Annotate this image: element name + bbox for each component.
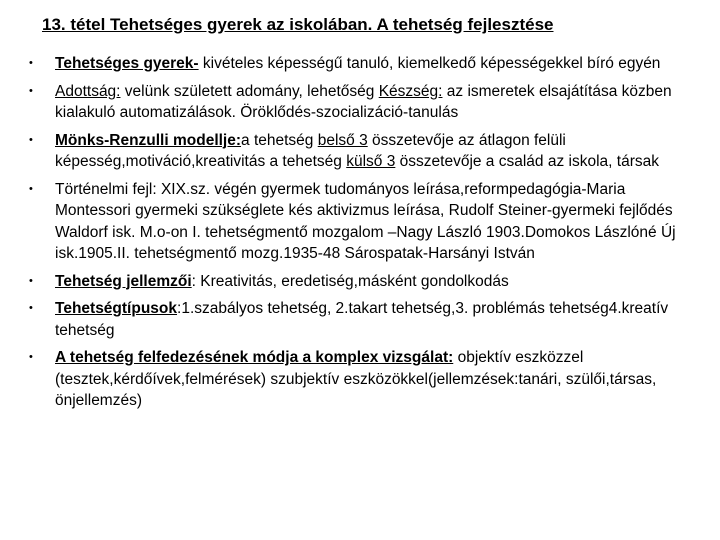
bullet-text: az ismeretek elsajátítása közben kialakuló automatizálások. Öröklődés-szocializáció-tanulás (55, 82, 672, 121)
bullet-text: összetevője a család az iskola, társak (395, 153, 659, 170)
bullet-text: Tehetségtípusok (55, 300, 178, 317)
bullet-text: kivételes képességű tanuló, kiemelkedő képességekkel bíró egyén (198, 55, 661, 72)
bullet-list (0, 53, 720, 418)
bullet-text: külső 3 (346, 153, 396, 170)
bullet-item (0, 271, 695, 293)
bullet-text: összetevője az átlagon felüli képesség,motiváció,kreativitás a tehetség (55, 131, 566, 170)
bullet-item (0, 53, 695, 75)
bullet-text: velünk született adomány, lehetőség (120, 82, 379, 100)
bullet-text: :1.szabályos tehetség, 2.takart tehetség,3. problémás tehetség4.kreatív tehetség (55, 300, 669, 339)
bullet-item (0, 81, 695, 124)
bullet-text: A tehetség felfedezésének módja a komplex vizsgálat: (55, 349, 454, 366)
bullet-item (0, 179, 695, 265)
bullet-marker: • (29, 182, 33, 195)
bullet-marker: • (29, 351, 33, 363)
bullet-text: belső 3 (317, 131, 368, 149)
bullet-marker: • (29, 274, 33, 287)
bullet-text: Történelmi fejl: XIX.sz. végén gyermek tudományos leírása,reformpedagógia-Maria Montessori gyermeki szükséglete kés aktivizmus leírása, Rudolf Steiner-gyermeki fejlődés Waldorf isk. M.o-on I. tehetségmentő mozgalom –Nagy László 1903.Domokos Lászlóné Új isk.1905.II. tehetségmentő mozg.1935-48 Sárospatak-Harsányi István (55, 180, 676, 262)
bullet-text: Tehetség jellemzői (55, 272, 192, 290)
bullet-text: Készség: (378, 82, 443, 100)
bullet-marker: • (29, 84, 33, 97)
bullet-text: Tehetséges gyerek- (55, 55, 199, 72)
slide-title: 13. tétel Tehetséges gyerek az iskolában. A tehetség fejlesztése (42, 15, 554, 34)
bullet-text: a tehetség (241, 131, 318, 149)
bullet-marker: • (29, 302, 33, 314)
bullet-item (0, 347, 695, 412)
bullet-item (0, 130, 695, 173)
bullet-marker: • (29, 133, 33, 146)
bullet-text: Mönks-Renzulli modellje: (55, 131, 242, 149)
bullet-text: objektív eszközzel (tesztek,kérdőívek,felmérések) szubjektív eszközökkel(jellemzések:tanári, szülői,társas, önjellemzés) (55, 349, 657, 409)
bullet-marker: • (29, 57, 33, 69)
bullet-text: : Kreativitás, eredetiség,másként gondolkodás (191, 272, 509, 290)
bullet-text: Adottság: (55, 82, 121, 100)
bullet-item (0, 298, 695, 341)
